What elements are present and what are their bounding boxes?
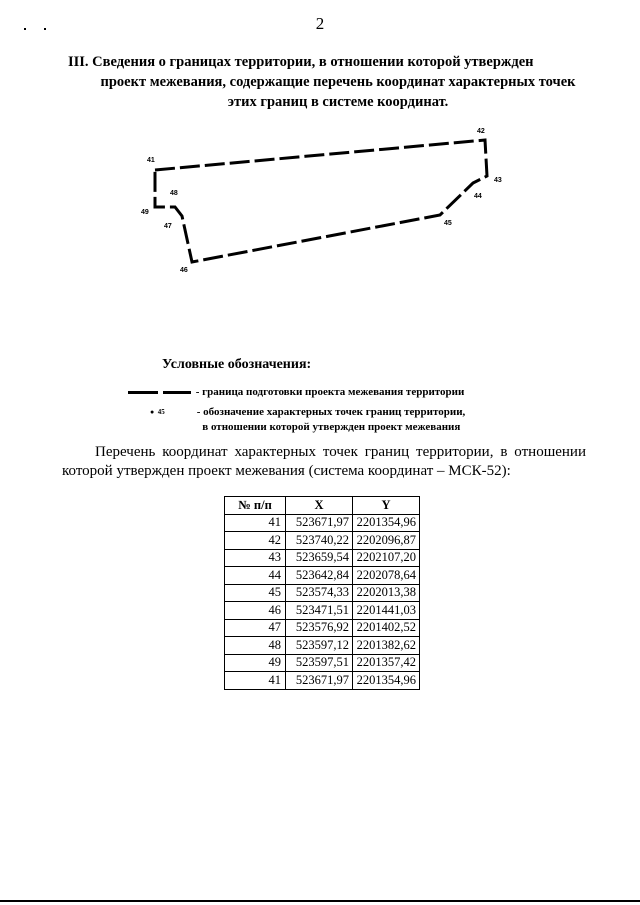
- cell-y: 2201382,62: [353, 637, 420, 655]
- dashed-line-symbol: [128, 387, 193, 397]
- scan-edge-line: [0, 900, 640, 902]
- cell-x: 523740,22: [286, 532, 353, 550]
- cell-number: 43: [225, 549, 286, 567]
- legend-points-text-2: в отношении которой утвержден проект межевания: [202, 421, 461, 433]
- cell-x: 523659,54: [286, 549, 353, 567]
- table-row: [225, 584, 420, 602]
- cell-x: 523671,97: [286, 514, 353, 532]
- table-row: [225, 619, 420, 637]
- table-row: [225, 549, 420, 567]
- legend-points-row: [150, 405, 550, 435]
- cell-x: 523597,51: [286, 654, 353, 672]
- legend-points-text: [197, 405, 466, 435]
- point-label-43: 43: [494, 177, 502, 184]
- legend-boundary-row: [128, 385, 528, 400]
- cell-y: 2201441,03: [353, 602, 420, 620]
- table-row: [225, 654, 420, 672]
- heading-line-3: этих границ в системе координат.: [227, 94, 449, 110]
- cell-y: 2202078,64: [353, 567, 420, 585]
- table-row: [225, 514, 420, 532]
- coordinates-table: [224, 496, 420, 690]
- cell-number: 46: [225, 602, 286, 620]
- cell-number: 49: [225, 654, 286, 672]
- cell-y: 2202107,20: [353, 549, 420, 567]
- cell-x: 523576,92: [286, 619, 353, 637]
- point-label-41: 41: [147, 157, 155, 164]
- table-row: [225, 672, 420, 690]
- cell-number: 41: [225, 514, 286, 532]
- cell-x: 523671,97: [286, 672, 353, 690]
- table-row: [225, 602, 420, 620]
- point-label-48: 48: [170, 190, 178, 197]
- header-number: № п/п: [225, 497, 286, 515]
- cell-y: 2201354,96: [353, 672, 420, 690]
- cell-x: 523471,51: [286, 602, 353, 620]
- cell-y: 2201354,96: [353, 514, 420, 532]
- section-heading: [68, 52, 608, 112]
- header-x: X: [286, 497, 353, 515]
- cell-y: 2202096,87: [353, 532, 420, 550]
- legend-points-text-1: - обозначение характерных точек границ территории,: [196, 406, 466, 418]
- cell-x: 523574,33: [286, 584, 353, 602]
- header-y: Y: [353, 497, 420, 515]
- boundary-scheme: [135, 120, 515, 280]
- cell-number: 48: [225, 637, 286, 655]
- point-label-45: 45: [444, 220, 452, 227]
- table-header-row: [225, 497, 420, 515]
- point-symbol: ● 45: [150, 408, 165, 416]
- point-label-44: 44: [474, 193, 482, 200]
- cell-number: 41: [225, 672, 286, 690]
- point-label-47: 47: [164, 223, 172, 230]
- coordinates-intro: Перечень координат характерных точек границ территории, в отношении которой утвержден проект межевания (система координат – МСК-52):: [62, 444, 586, 479]
- heading-line-2: проект межевания, содержащие перечень координат характерных точек: [100, 74, 576, 90]
- cell-number: 47: [225, 619, 286, 637]
- cell-x: 523597,12: [286, 637, 353, 655]
- cell-x: 523642,84: [286, 567, 353, 585]
- table-row: [225, 637, 420, 655]
- legend-boundary-text: - граница подготовки проекта межевания территории: [195, 386, 465, 398]
- heading-line-1: III. Сведения о границах территории, в отношении которой утвержден: [68, 54, 534, 70]
- table-row: [225, 567, 420, 585]
- cell-number: 45: [225, 584, 286, 602]
- table-row: [225, 532, 420, 550]
- cell-number: 44: [225, 567, 286, 585]
- boundary-line: [155, 140, 487, 262]
- legend-title: Условные обозначения:: [162, 357, 312, 372]
- point-label-49: 49: [141, 209, 149, 216]
- cell-number: 42: [225, 532, 286, 550]
- point-label-46: 46: [180, 267, 188, 274]
- point-label-42: 42: [477, 128, 485, 135]
- point-symbol-label: 45: [157, 408, 165, 416]
- cell-y: 2201357,42: [353, 654, 420, 672]
- cell-y: 2201402,52: [353, 619, 420, 637]
- cell-y: 2202013,38: [353, 584, 420, 602]
- page-number: 2: [315, 14, 325, 33]
